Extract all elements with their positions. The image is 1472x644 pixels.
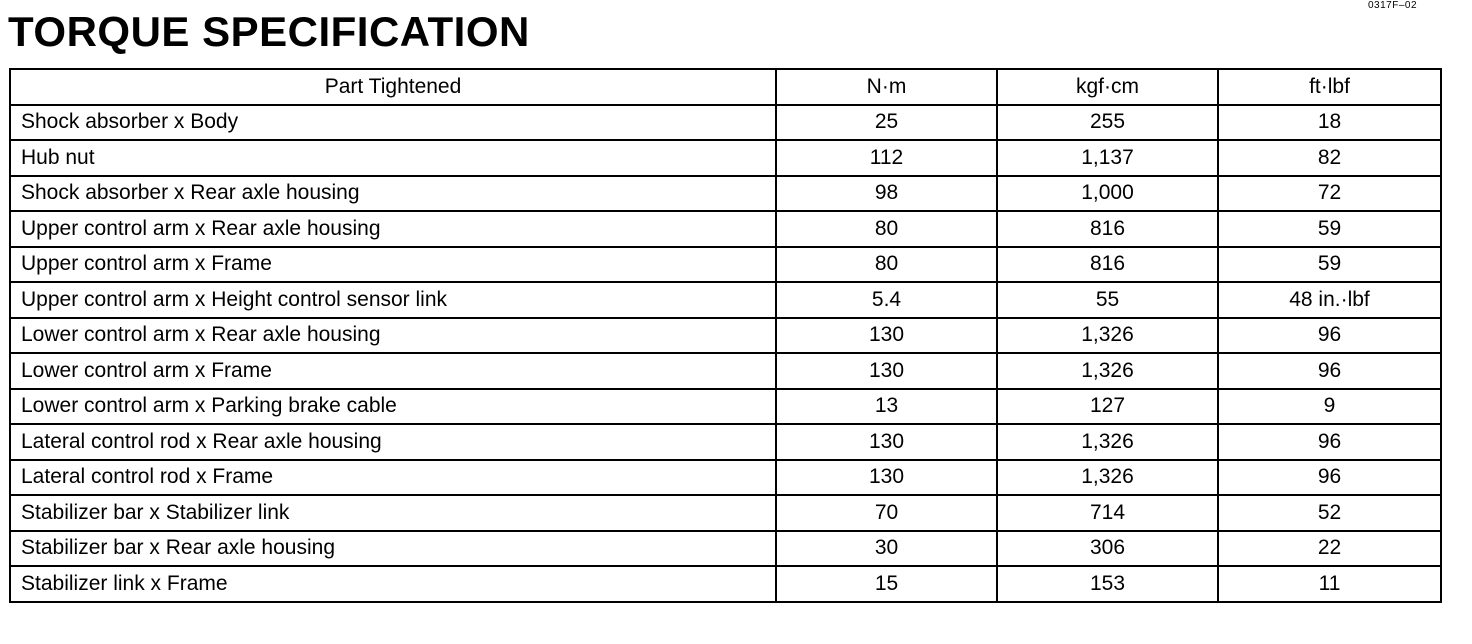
table-row [10, 211, 1441, 247]
cell-nm: 130 [776, 424, 997, 460]
cell-kgfcm: 127 [997, 389, 1218, 425]
cell-part: Shock absorber x Body [10, 105, 776, 141]
table-row [10, 247, 1441, 283]
cell-nm: 80 [776, 247, 997, 283]
header-kgfcm: kgf·cm [997, 69, 1218, 105]
cell-nm: 98 [776, 176, 997, 212]
table-row [10, 424, 1441, 460]
cell-nm: 130 [776, 353, 997, 389]
header-row [10, 69, 1441, 105]
page-title: TORQUE SPECIFICATION [8, 8, 530, 55]
cell-kgfcm: 714 [997, 495, 1218, 531]
cell-part: Stabilizer link x Frame [10, 566, 776, 602]
table-row [10, 460, 1441, 496]
table-body [10, 105, 1441, 602]
document-code: 0317F–02 [1368, 0, 1418, 11]
table-row [10, 531, 1441, 567]
cell-kgfcm: 1,326 [997, 424, 1218, 460]
table-row [10, 105, 1441, 141]
cell-ftlbf: 48 in.·lbf [1218, 282, 1441, 318]
cell-nm: 15 [776, 566, 997, 602]
cell-kgfcm: 306 [997, 531, 1218, 567]
cell-ftlbf: 52 [1218, 495, 1441, 531]
torque-spec-table [9, 68, 1442, 603]
cell-ftlbf: 59 [1218, 247, 1441, 283]
table-row [10, 566, 1441, 602]
cell-ftlbf: 96 [1218, 460, 1441, 496]
cell-ftlbf: 9 [1218, 389, 1441, 425]
cell-part: Hub nut [10, 140, 776, 176]
cell-part: Lower control arm x Rear axle housing [10, 318, 776, 354]
cell-ftlbf: 96 [1218, 318, 1441, 354]
cell-kgfcm: 816 [997, 247, 1218, 283]
cell-part: Lateral control rod x Rear axle housing [10, 424, 776, 460]
header-ftlbf: ft·lbf [1218, 69, 1441, 105]
cell-kgfcm: 255 [997, 105, 1218, 141]
cell-kgfcm: 153 [997, 566, 1218, 602]
table-row [10, 176, 1441, 212]
cell-nm: 130 [776, 318, 997, 354]
table-row [10, 389, 1441, 425]
cell-nm: 80 [776, 211, 997, 247]
cell-part: Upper control arm x Height control sensor link [10, 282, 776, 318]
cell-ftlbf: 96 [1218, 353, 1441, 389]
cell-part: Stabilizer bar x Rear axle housing [10, 531, 776, 567]
cell-part: Stabilizer bar x Stabilizer link [10, 495, 776, 531]
cell-part: Upper control arm x Rear axle housing [10, 211, 776, 247]
cell-ftlbf: 18 [1218, 105, 1441, 141]
cell-part: Shock absorber x Rear axle housing [10, 176, 776, 212]
cell-nm: 112 [776, 140, 997, 176]
cell-nm: 13 [776, 389, 997, 425]
table-row [10, 318, 1441, 354]
cell-nm: 5.4 [776, 282, 997, 318]
cell-kgfcm: 55 [997, 282, 1218, 318]
cell-part: Lower control arm x Parking brake cable [10, 389, 776, 425]
table-row [10, 282, 1441, 318]
cell-ftlbf: 82 [1218, 140, 1441, 176]
cell-nm: 30 [776, 531, 997, 567]
cell-kgfcm: 1,326 [997, 460, 1218, 496]
cell-part: Upper control arm x Frame [10, 247, 776, 283]
cell-kgfcm: 1,000 [997, 176, 1218, 212]
cell-kgfcm: 1,326 [997, 318, 1218, 354]
cell-ftlbf: 72 [1218, 176, 1441, 212]
table-row [10, 353, 1441, 389]
table-row [10, 140, 1441, 176]
cell-part: Lateral control rod x Frame [10, 460, 776, 496]
header-part-tightened: Part Tightened [10, 69, 776, 105]
cell-kgfcm: 816 [997, 211, 1218, 247]
cell-ftlbf: 59 [1218, 211, 1441, 247]
cell-nm: 130 [776, 460, 997, 496]
table-row [10, 495, 1441, 531]
cell-part: Lower control arm x Frame [10, 353, 776, 389]
table-header [10, 69, 1441, 105]
cell-nm: 70 [776, 495, 997, 531]
cell-kgfcm: 1,326 [997, 353, 1218, 389]
cell-ftlbf: 96 [1218, 424, 1441, 460]
cell-nm: 25 [776, 105, 997, 141]
header-nm: N·m [776, 69, 997, 105]
cell-kgfcm: 1,137 [997, 140, 1218, 176]
cell-ftlbf: 11 [1218, 566, 1441, 602]
cell-ftlbf: 22 [1218, 531, 1441, 567]
